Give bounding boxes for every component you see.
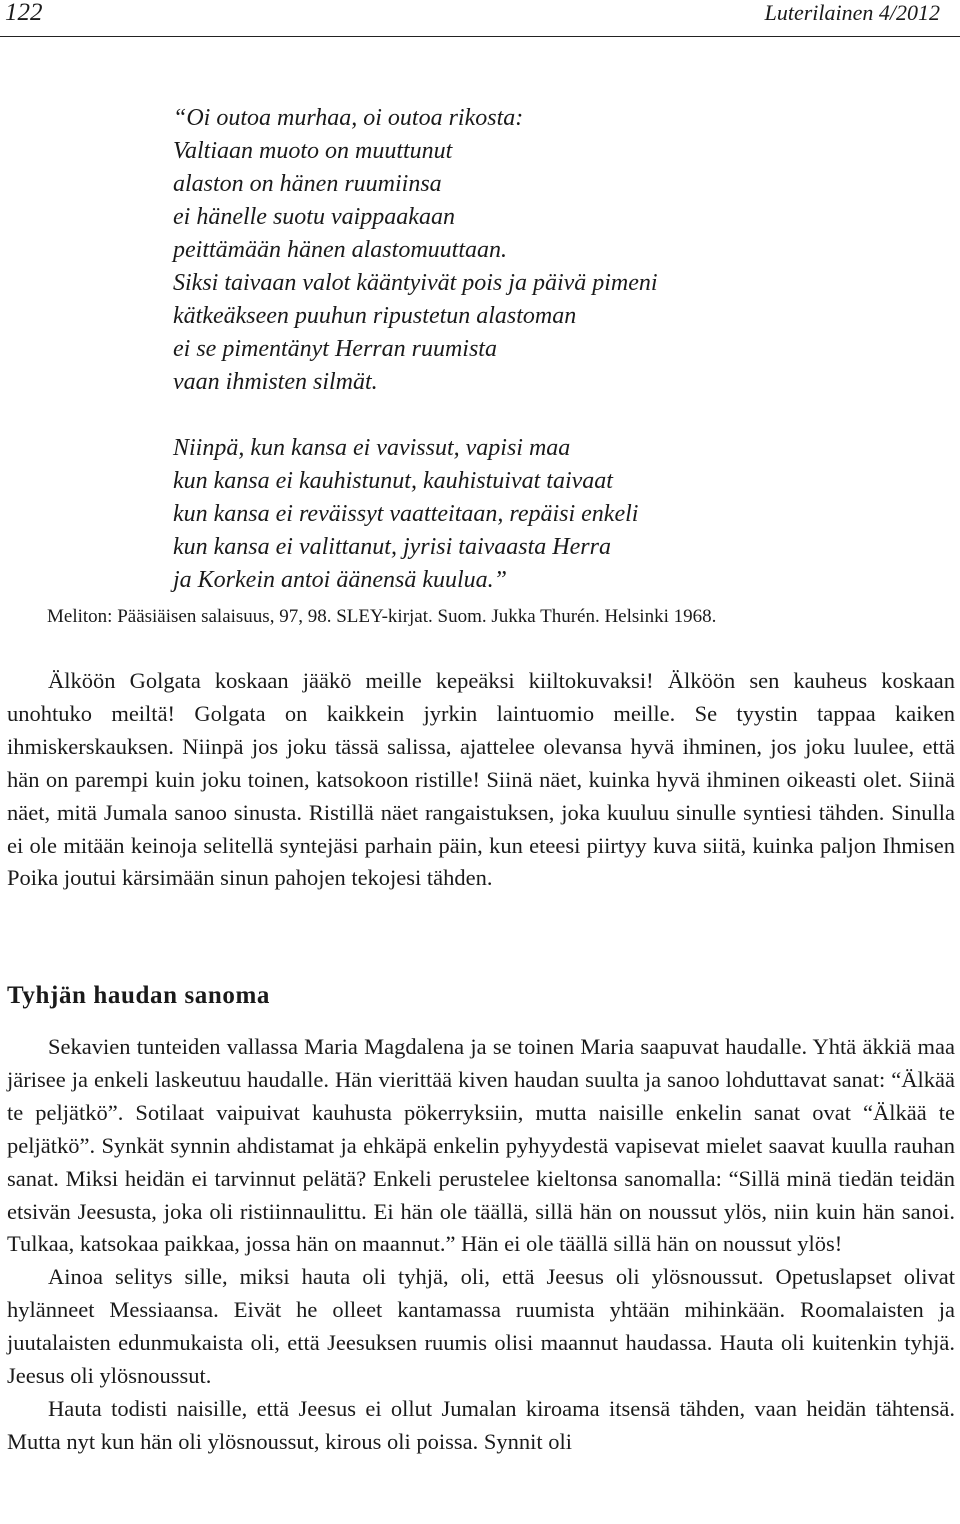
poem-line: peittämään hänen alastomuuttaan. xyxy=(173,237,507,263)
page-header xyxy=(0,0,960,37)
poem-line: kun kansa ei valittanut, jyrisi taivaasta Herra xyxy=(173,534,611,560)
journal-title: Luterilainen 4/2012 xyxy=(764,0,940,25)
poem-line: “Oi outoa murhaa, oi outoa rikosta: xyxy=(173,105,524,131)
poem-citation: Meliton: Pääsiäisen salaisuus, 97, 98. SLEY-kirjat. Suom. Jukka Thurén. Helsinki 1968. xyxy=(47,606,717,627)
paragraph: Älköön Golgata koskaan jääkö meille kepeäksi kiiltokuvaksi! Älköön sen kauheus koskaan unohtuko meiltä! Golgata on kaikkein jyrkin laintuomio meille. Se tyystin tappaa kaiken ihmiskerskauksen. Niinpä jos joku tässä salissa, ajattelee olevansa hyvä ihminen, jos joku luulee, että hän on parempi kuin joku toinen, katsokoon ristille! Siinä näet, kuinka hyvä ihminen oikeasti olet. Siinä näet, mitä Jumala sanoo sinusta. Ristillä näet rangaistuksen, joka kuuluu sinulle syntiesi tähden. Sinulla ei ole mitään keinoja selitellä syntejäsi parhain päin, kun eteesi piirtyy kuva siitä, kuinka paljon Ihmisen Poika joutui kärsimään sinun pahojen tekojesi tähden. xyxy=(7,668,955,891)
paragraph: Sekavien tunteiden vallassa Maria Magdalena ja se toinen Maria saapuvat haudalle. Yhtä äkkiä maa järisee ja enkeli laskeutuu haudalle. Hän vierittää kiven haudan suulta ja sanoo lohduttavat sanat: “Älkää te peljätkö”. Sotilaat vaipuivat kauhusta pökerryksiin, mutta naisille enkelin sanat ovat “Älkää te peljätkö”. Synkät synnin ahdistamat ja ehkäpä enkelin pyhyydestä vapisevat mielet saavat kuulla rauhan sanat. Miksi heidän ei tarvinnut pelätä? Enkeli perustelee kieltonsa sanomalla: “Sillä minä tiedän teidän etsivän Jeesusta, joka oli ristiinnaulittu. Ei hän ole täällä, sillä hän on noussut ylös, niin kuin hän sanoi. Tulkaa, katsokaa paikkaa, jossa hän on maannut.” Hän ei ole täällä sillä hän on noussut ylös! xyxy=(7,1034,955,1257)
poem-line: Niinpä, kun kansa ei vavissut, vapisi maa xyxy=(173,435,571,461)
poem-line: alaston on hänen ruumiinsa xyxy=(173,171,442,197)
paragraph: Hauta todisti naisille, että Jeesus ei ollut Jumalan kiroama itsensä tähden, vaan heidän tähtensä. Mutta nyt kun hän oli ylösnoussut, kirous oli poissa. Synnit oli xyxy=(7,1395,955,1454)
poem-stanza-2 xyxy=(173,432,638,597)
section-heading: Tyhjän haudan sanoma xyxy=(7,982,271,1009)
body-text-section xyxy=(7,1031,955,1459)
poem-line: kun kansa ei reväissyt vaatteitaan, repäisi enkeli xyxy=(173,501,639,527)
poem-line: Siksi taivaan valot kääntyivät pois ja päivä pimeni xyxy=(173,270,658,296)
poem-line: Valtiaan muoto on muuttunut xyxy=(173,138,453,164)
body-text-intro xyxy=(7,665,955,895)
poem-line: vaan ihmisten silmät. xyxy=(173,369,378,395)
page-number: 122 xyxy=(5,0,43,26)
poem-line: kun kansa ei kauhistunut, kauhistuivat taivaat xyxy=(173,468,613,494)
poem-stanza-1 xyxy=(173,102,658,399)
paragraph: Ainoa selitys sille, miksi hauta oli tyhjä, oli, että Jeesus oli ylösnoussut. Opetuslapset olivat hylänneet Messiaansa. Eivät he olleet kantamassa ruumista yhtään mihinkään. Roomalaisten ja juutalaisten edunmukaista oli, että Jeesuksen ruumis olisi maannut haudassa. Hauta oli kuitenkin tyhjä. Jeesus oli ylösnoussut. xyxy=(7,1264,955,1389)
poem-line: ei hänelle suotu vaippaakaan xyxy=(173,204,455,230)
poem-line: ei se pimentänyt Herran ruumista xyxy=(173,336,497,362)
poem-line: kätkeäkseen puuhun ripustetun alastoman xyxy=(173,303,577,329)
poem-line: ja Korkein antoi äänensä kuulua.” xyxy=(173,567,507,593)
